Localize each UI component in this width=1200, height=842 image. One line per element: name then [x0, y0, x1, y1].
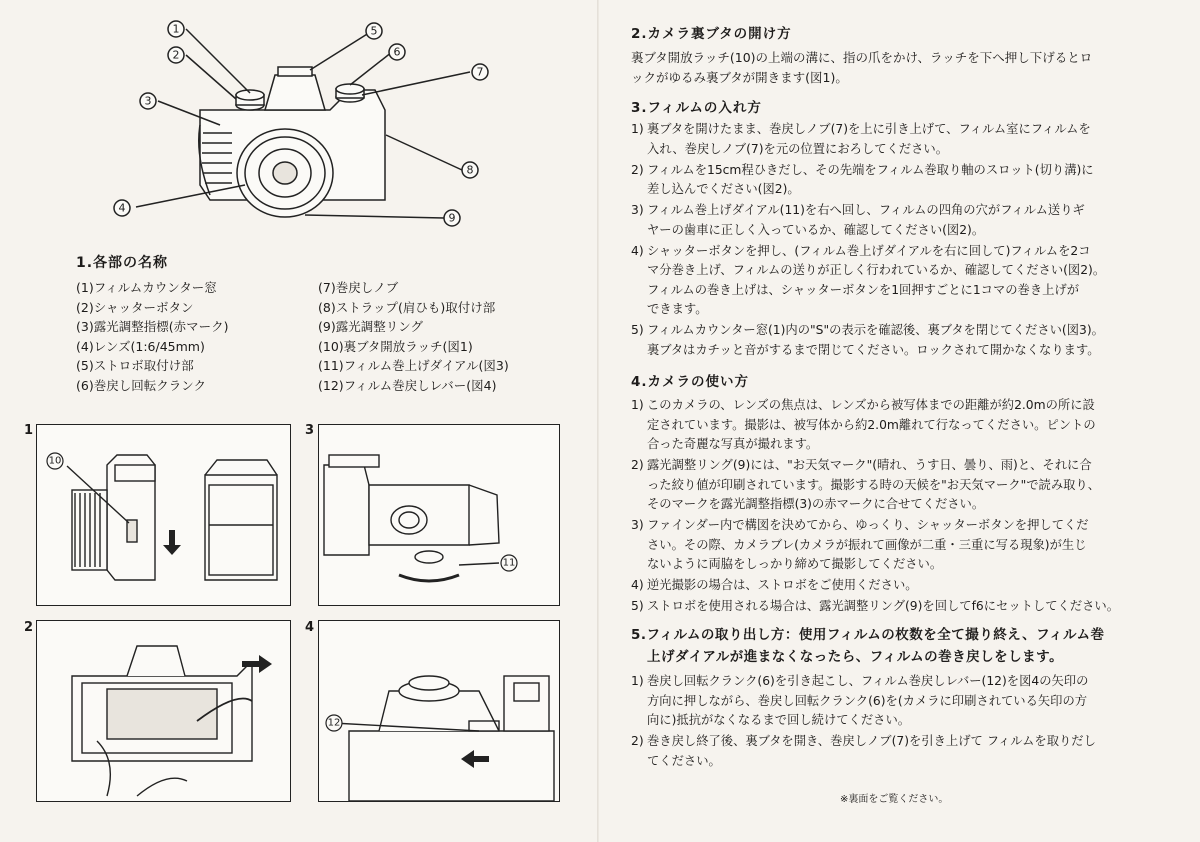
- list-item-line: [631, 396, 1171, 416]
- list-item-line: [631, 516, 1171, 536]
- list-item-text: ファインダー内で構図を決めてから、ゆっくり、シャッターボタンを押してくだ: [647, 518, 1089, 532]
- list-item: [631, 242, 1171, 320]
- list-item-text: 向に)抵抗がなくなるまで回し続けてください。: [647, 713, 911, 727]
- list-item-number: 2): [631, 458, 644, 472]
- list-item-text: フィルムを15cm程ひきだし、その先端をフィルム巻取り軸のスロット(切り溝)に: [647, 162, 1094, 177]
- list-item-text: てください。: [647, 753, 721, 768]
- figure-4-label: 4: [305, 620, 315, 635]
- list-item-line: [631, 456, 1171, 476]
- callout-1: 1: [172, 22, 180, 36]
- part-item: (12)フィルム巻戻しレバー(図4): [318, 377, 497, 393]
- figure-1-drawing: [37, 425, 290, 605]
- list-item-text: 入れ、巻戻しノブ(7)を元の位置におろしてください。: [647, 141, 948, 156]
- footnote: ※裏面をご覧ください。: [840, 794, 949, 805]
- page-fold: [597, 0, 599, 842]
- list-item-text: 巻き戻し終了後、裏ブタを開き、巻戻しノブ(7)を引き上げて フィルムを取りだし: [647, 734, 1096, 748]
- figure-3-callout: 11: [502, 557, 516, 569]
- list-item-text: できます。: [647, 302, 708, 316]
- callout-9: 9: [448, 211, 456, 225]
- callout-7: 7: [476, 65, 484, 79]
- section-5-title-line: 上げダイアルが進まなくなったら、フィルムの巻き戻しをします。: [647, 649, 1064, 665]
- part-item: (4)レンズ(1:6/45mm): [76, 338, 205, 354]
- section-2-body: [631, 48, 1171, 87]
- down-arrow-icon: [163, 530, 181, 555]
- list-item-text: フィルム巻上げダイアル(11)を右へ回し、フィルムの四角の穴がフィルム送りギ: [647, 203, 1085, 217]
- parts-column-2: [318, 278, 558, 395]
- list-item-text: 露光調整リング(9)には、"お天気マーク"(晴れ、うす日、曇り、雨)と、それに合: [647, 458, 1092, 472]
- list-item: [631, 120, 1171, 159]
- figure-2: [36, 620, 291, 802]
- list-item-line: [631, 281, 1171, 301]
- list-item-text: マ分巻き上げ、フィルムの送りが正しく行われているか、確認してください(図2)。: [647, 263, 1106, 277]
- list-item-number: 1): [631, 674, 644, 688]
- figure-2-drawing: [37, 621, 290, 801]
- list-item-line: [631, 201, 1171, 221]
- list-item-line: [631, 752, 1171, 772]
- list-item-line: [631, 180, 1171, 200]
- list-item-text: 方向に押しながら、巻戻し回転クランク(6)を(カメラに印刷されている矢印の方: [647, 693, 1088, 708]
- list-item-text: このカメラの、レンズの焦点は、レンズから被写体までの距離が約2.0mの所に設: [647, 398, 1095, 412]
- list-item-line: [631, 341, 1171, 361]
- callout-3: 3: [144, 94, 152, 108]
- list-item-line: [631, 140, 1171, 160]
- list-item-text: ストロボを使用される場合は、露光調整リング(9)を回してf6にセットしてください。: [647, 599, 1120, 613]
- list-item-text: フィルムカウンター窓(1)内の"S"の表示を確認後、裏ブタを閉じてください(図3)。: [647, 323, 1104, 337]
- part-item: (1)フィルムカウンター窓: [76, 280, 217, 295]
- left-page: [0, 0, 597, 842]
- list-item-line: [631, 416, 1171, 436]
- callout-5: 5: [370, 24, 378, 38]
- section-5-title-line: 5.フィルムの取り出し方：使用フィルムの枚数を全て撮り終え、フィルム巻: [631, 627, 1105, 643]
- list-item-text: さい。その際、カメラブレ(カメラが振れて画像が二重・三重に写る現象)が生じ: [647, 537, 1087, 552]
- list-item-text: ヤーの歯車に正しく入っているか、確認してください(図2)。: [647, 222, 985, 237]
- list-item-text: 差し込んでください(図2)。: [647, 182, 800, 196]
- list-item: [631, 516, 1171, 575]
- list-item-number: 4): [631, 243, 644, 258]
- list-item-line: [631, 555, 1171, 575]
- section-2-title: 2.カメラ裏ブタの開け方: [631, 26, 792, 42]
- camera-illustration: [100, 15, 500, 240]
- list-item-text: そのマークを露光調整指標(3)の赤マークに合せてください。: [647, 497, 985, 511]
- list-item: [631, 456, 1171, 515]
- section-3-title: 3.フィルムの入れ方: [631, 100, 762, 116]
- list-item-number: 2): [631, 734, 644, 748]
- figure-3-label: 3: [305, 423, 315, 438]
- list-item-text: ないように両脇をしっかり締めて撮影してください。: [647, 557, 943, 571]
- list-item-line: [631, 692, 1171, 712]
- section-2-line: ックがゆるみ裏ブタが開きます(図1)。: [631, 69, 848, 85]
- list-item: [631, 732, 1171, 771]
- section-5-title: [631, 624, 1171, 668]
- part-item: (9)露光調整リング: [318, 319, 423, 334]
- list-item-line: [631, 300, 1171, 320]
- figure-1-label: 1: [24, 423, 34, 438]
- list-item: [631, 396, 1171, 455]
- part-item: (11)フィルム巻上げダイアル(図3): [318, 358, 509, 373]
- part-item: (2)シャッターボタン: [76, 299, 194, 315]
- figure-4-callout: 12: [327, 717, 341, 729]
- right-page: [600, 0, 1200, 842]
- figure-4: [318, 620, 560, 802]
- list-item-text: 巻戻し回転クランク(6)を引き起こし、フィルム巻戻しレバー(12)を図4の矢印の: [647, 674, 1089, 688]
- list-item-line: [631, 576, 1171, 596]
- list-item-line: [631, 435, 1171, 455]
- list-item-number: 1): [631, 398, 644, 412]
- list-item-line: [631, 242, 1171, 262]
- list-item-line: [631, 261, 1171, 281]
- list-item-text: フィルムの巻き上げは、シャッターボタンを1回押すごとに1コマの巻き上げが: [647, 282, 1080, 297]
- callout-2: 2: [172, 48, 180, 62]
- figure-3: [318, 424, 560, 606]
- list-item-text: 逆光撮影の場合は、ストロボをご使用ください。: [647, 578, 918, 592]
- list-item-text: 定されています。撮影は、被写体から約2.0m離れて行なってください。ピントの: [647, 417, 1096, 432]
- list-item-number: 3): [631, 203, 644, 217]
- list-item-line: [631, 536, 1171, 556]
- list-item-line: [631, 597, 1171, 617]
- list-item-line: [631, 120, 1171, 140]
- list-item: [631, 161, 1171, 200]
- callout-8: 8: [466, 163, 474, 177]
- list-item-line: [631, 711, 1171, 731]
- list-item-line: [631, 495, 1171, 515]
- part-item: (7)巻戻しノブ: [318, 280, 399, 295]
- list-item-line: [631, 476, 1171, 496]
- list-item-text: 裏ブタはカチッと音がするまで閉じてください。ロックされて開かなくなります。: [647, 342, 1100, 357]
- section-1-title: 1.各部の名称: [76, 255, 169, 271]
- list-item-number: 1): [631, 122, 644, 136]
- figure-2-label: 2: [24, 620, 34, 635]
- list-item: [631, 576, 1171, 596]
- section-2-line: 裏ブタ開放ラッチ(10)の上端の溝に、指の爪をかけ、ラッチを下へ押し下げるとロ: [631, 50, 1093, 65]
- figure-1: [36, 424, 291, 606]
- figure-4-drawing: [319, 621, 559, 801]
- list-item-number: 4): [631, 578, 644, 592]
- part-item: (6)巻戻し回転クランク: [76, 377, 206, 393]
- list-item-text: った絞り値が印刷されています。撮影する時の天候を"お天気マーク"で読み取り、: [647, 477, 1101, 492]
- list-item-line: [631, 221, 1171, 241]
- part-item: (8)ストラップ(肩ひも)取付け部: [318, 299, 496, 315]
- list-item-number: 5): [631, 599, 644, 613]
- list-item-line: [631, 321, 1171, 341]
- list-item-number: 3): [631, 518, 644, 532]
- figure-3-drawing: [319, 425, 559, 605]
- list-item-line: [631, 732, 1171, 752]
- list-item: [631, 201, 1171, 240]
- callout-6: 6: [393, 45, 401, 59]
- list-item-line: [631, 161, 1171, 181]
- list-item-line: [631, 672, 1171, 692]
- part-item: (10)裏ブタ開放ラッチ(図1): [318, 338, 473, 354]
- list-item: [631, 321, 1171, 360]
- part-item: (3)露光調整指標(赤マーク): [76, 319, 229, 334]
- list-item-number: 5): [631, 323, 644, 337]
- part-item: (5)ストロボ取付け部: [76, 358, 194, 373]
- list-item: [631, 597, 1171, 617]
- list-item-number: 2): [631, 162, 644, 177]
- list-item-text: 裏ブタを開けたまま、巻戻しノブ(7)を上に引き上げて、フィルム室にフィルムを: [647, 122, 1091, 136]
- list-item-text: 合った奇麗な写真が撮れます。: [647, 437, 819, 451]
- section-4-title: 4.カメラの使い方: [631, 374, 750, 390]
- list-item: [631, 672, 1171, 731]
- callout-4: 4: [118, 201, 126, 215]
- list-item-text: シャッターボタンを押し、(フィルム巻上げダイアルを右に回して)フィルムを2コ: [647, 243, 1091, 258]
- parts-column-1: [76, 278, 316, 395]
- figure-1-callout: 10: [48, 455, 62, 467]
